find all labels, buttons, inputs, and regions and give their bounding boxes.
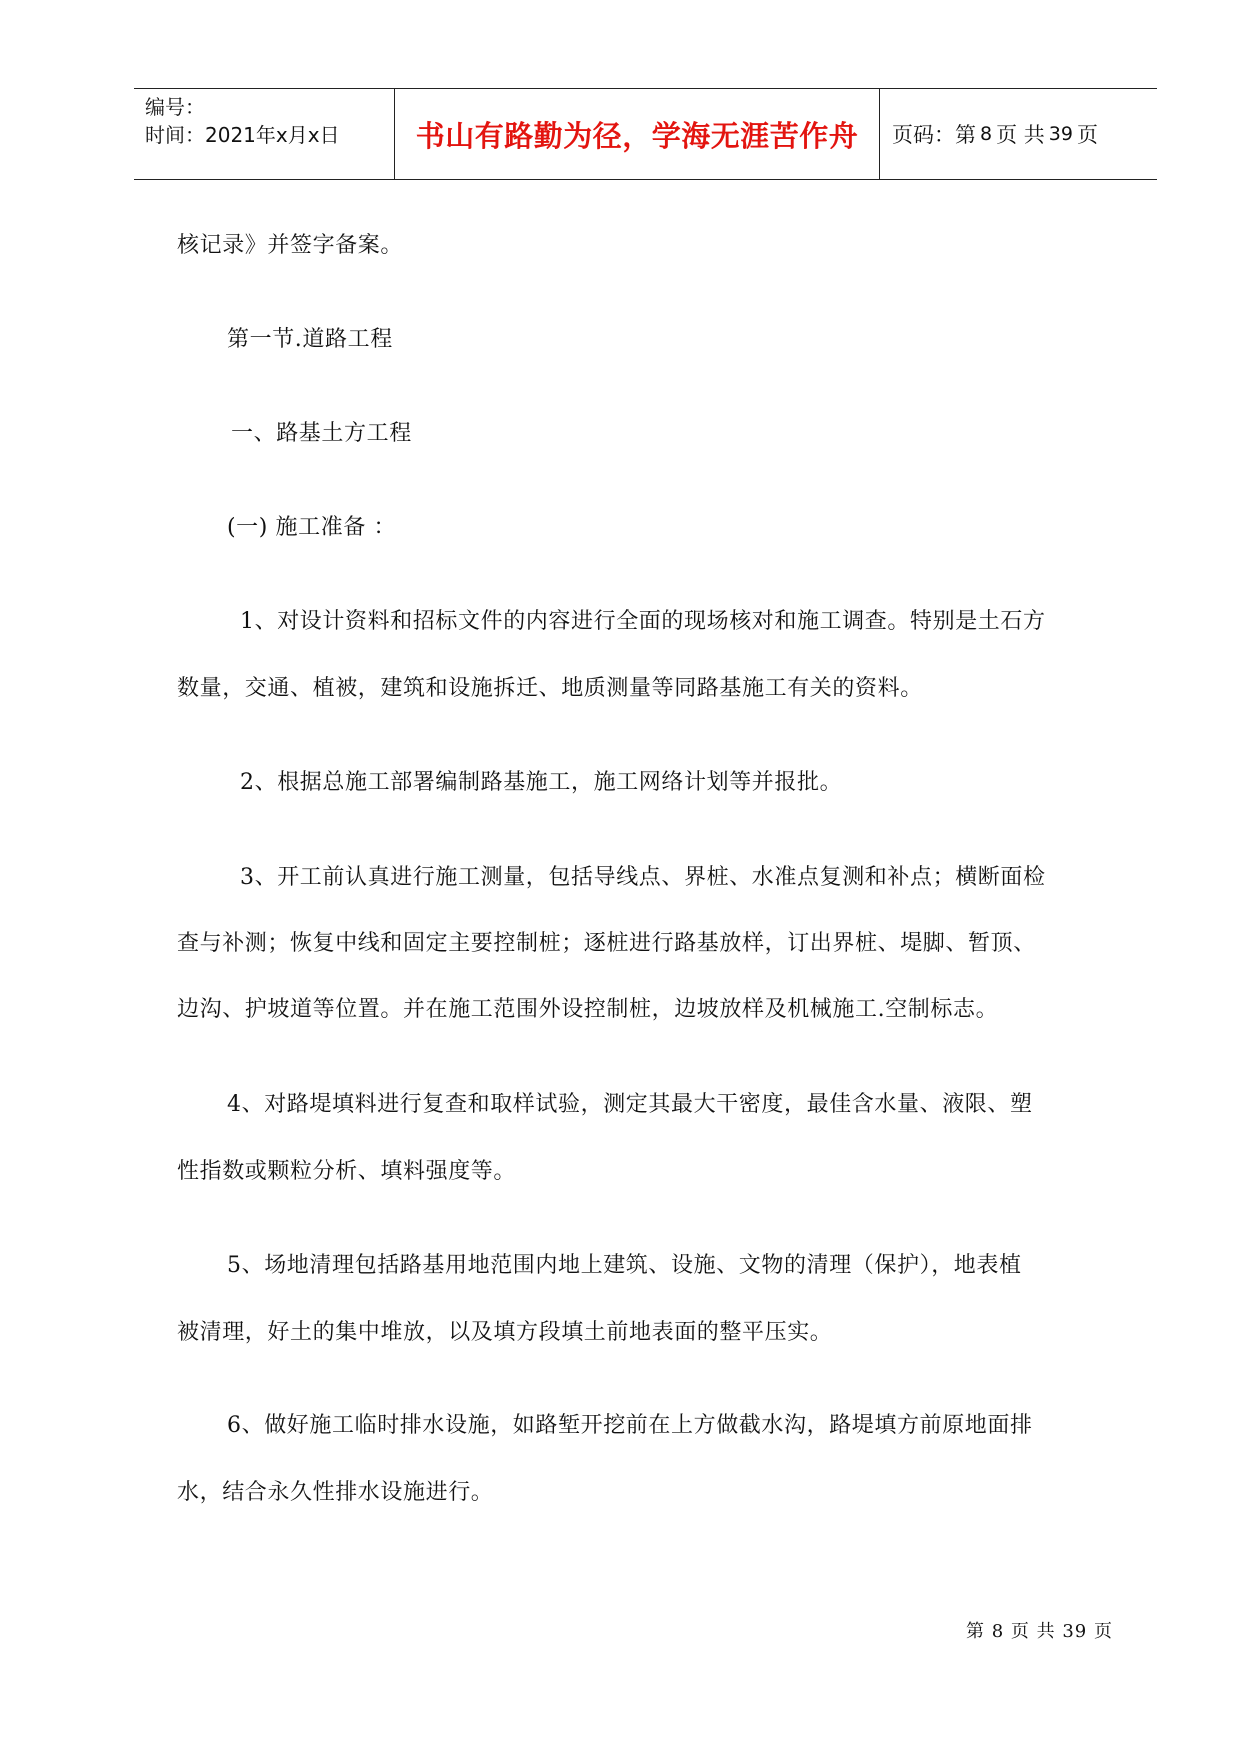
page-current: 8: [980, 123, 993, 145]
header-page-cell: [880, 89, 1157, 179]
paragraph-line: 6、做好施工临时排水设施，如路堑开挖前在上方做截水沟，路堤填方前原地面排: [227, 1413, 1033, 1438]
serial-label: 编号：: [145, 95, 205, 119]
paragraph-line: 2、根据总施工部署编制路基施工，施工网络计划等并报批。: [240, 770, 843, 795]
page-header: [134, 88, 1157, 180]
paragraph-line: 核记录》并签字备案。: [177, 233, 404, 258]
paragraph-line: 3、开工前认真进行施工测量，包括导线点、界桩、水准点复测和补点；横断面检: [240, 865, 1046, 890]
page-prefix: 页码：第: [892, 123, 976, 147]
subsection-heading: 一、路基土方工程: [231, 421, 412, 446]
paragraph-line: 数量，交通、植被，建筑和设施拆迁、地质测量等同路基施工有关的资料。: [177, 676, 923, 701]
subsection-heading: (一) 施工准备 ：: [227, 515, 397, 540]
paragraph-line: 被清理，好土的集中堆放，以及填方段填土前地表面的整平压实。: [177, 1320, 833, 1345]
paragraph-line: 查与补测；恢复中线和固定主要控制桩；逐桩进行路基放样，订出界桩、堤脚、暂顶、: [177, 931, 1036, 956]
header-meta-cell: [134, 89, 395, 179]
paragraph-line: 边沟、护坡道等位置。并在施工范围外设控制桩，边坡放样及机械施工.空制标志。: [177, 997, 999, 1022]
motto-text: 书山有路勤为径，学海无涯苦作舟: [415, 118, 859, 153]
page-suffix: 页: [1076, 123, 1098, 147]
paragraph-line: 1、对设计资料和招标文件的内容进行全面的现场核对和施工调查。特别是土石方: [240, 609, 1046, 634]
section-heading: 第一节.道路工程: [227, 327, 393, 352]
paragraph-line: 5、场地清理包括路基用地范围内地上建筑、设施、文物的清理（保护），地表植: [227, 1253, 1022, 1278]
paragraph-line: 4、对路堤填料进行复查和取样试验，测定其最大干密度，最佳含水量、液限、塑: [227, 1092, 1033, 1117]
header-motto-cell: [395, 89, 880, 179]
page-total: 39: [1048, 123, 1073, 145]
time-label: 时间：2021年x月x日: [145, 123, 340, 147]
page-footer: 第 8 页 共 39 页: [966, 1621, 1113, 1642]
paragraph-line: 水，结合永久性排水设施进行。: [177, 1480, 494, 1505]
paragraph-line: 性指数或颗粒分析、填料强度等。: [177, 1159, 517, 1184]
page-mid: 页 共: [996, 123, 1045, 147]
